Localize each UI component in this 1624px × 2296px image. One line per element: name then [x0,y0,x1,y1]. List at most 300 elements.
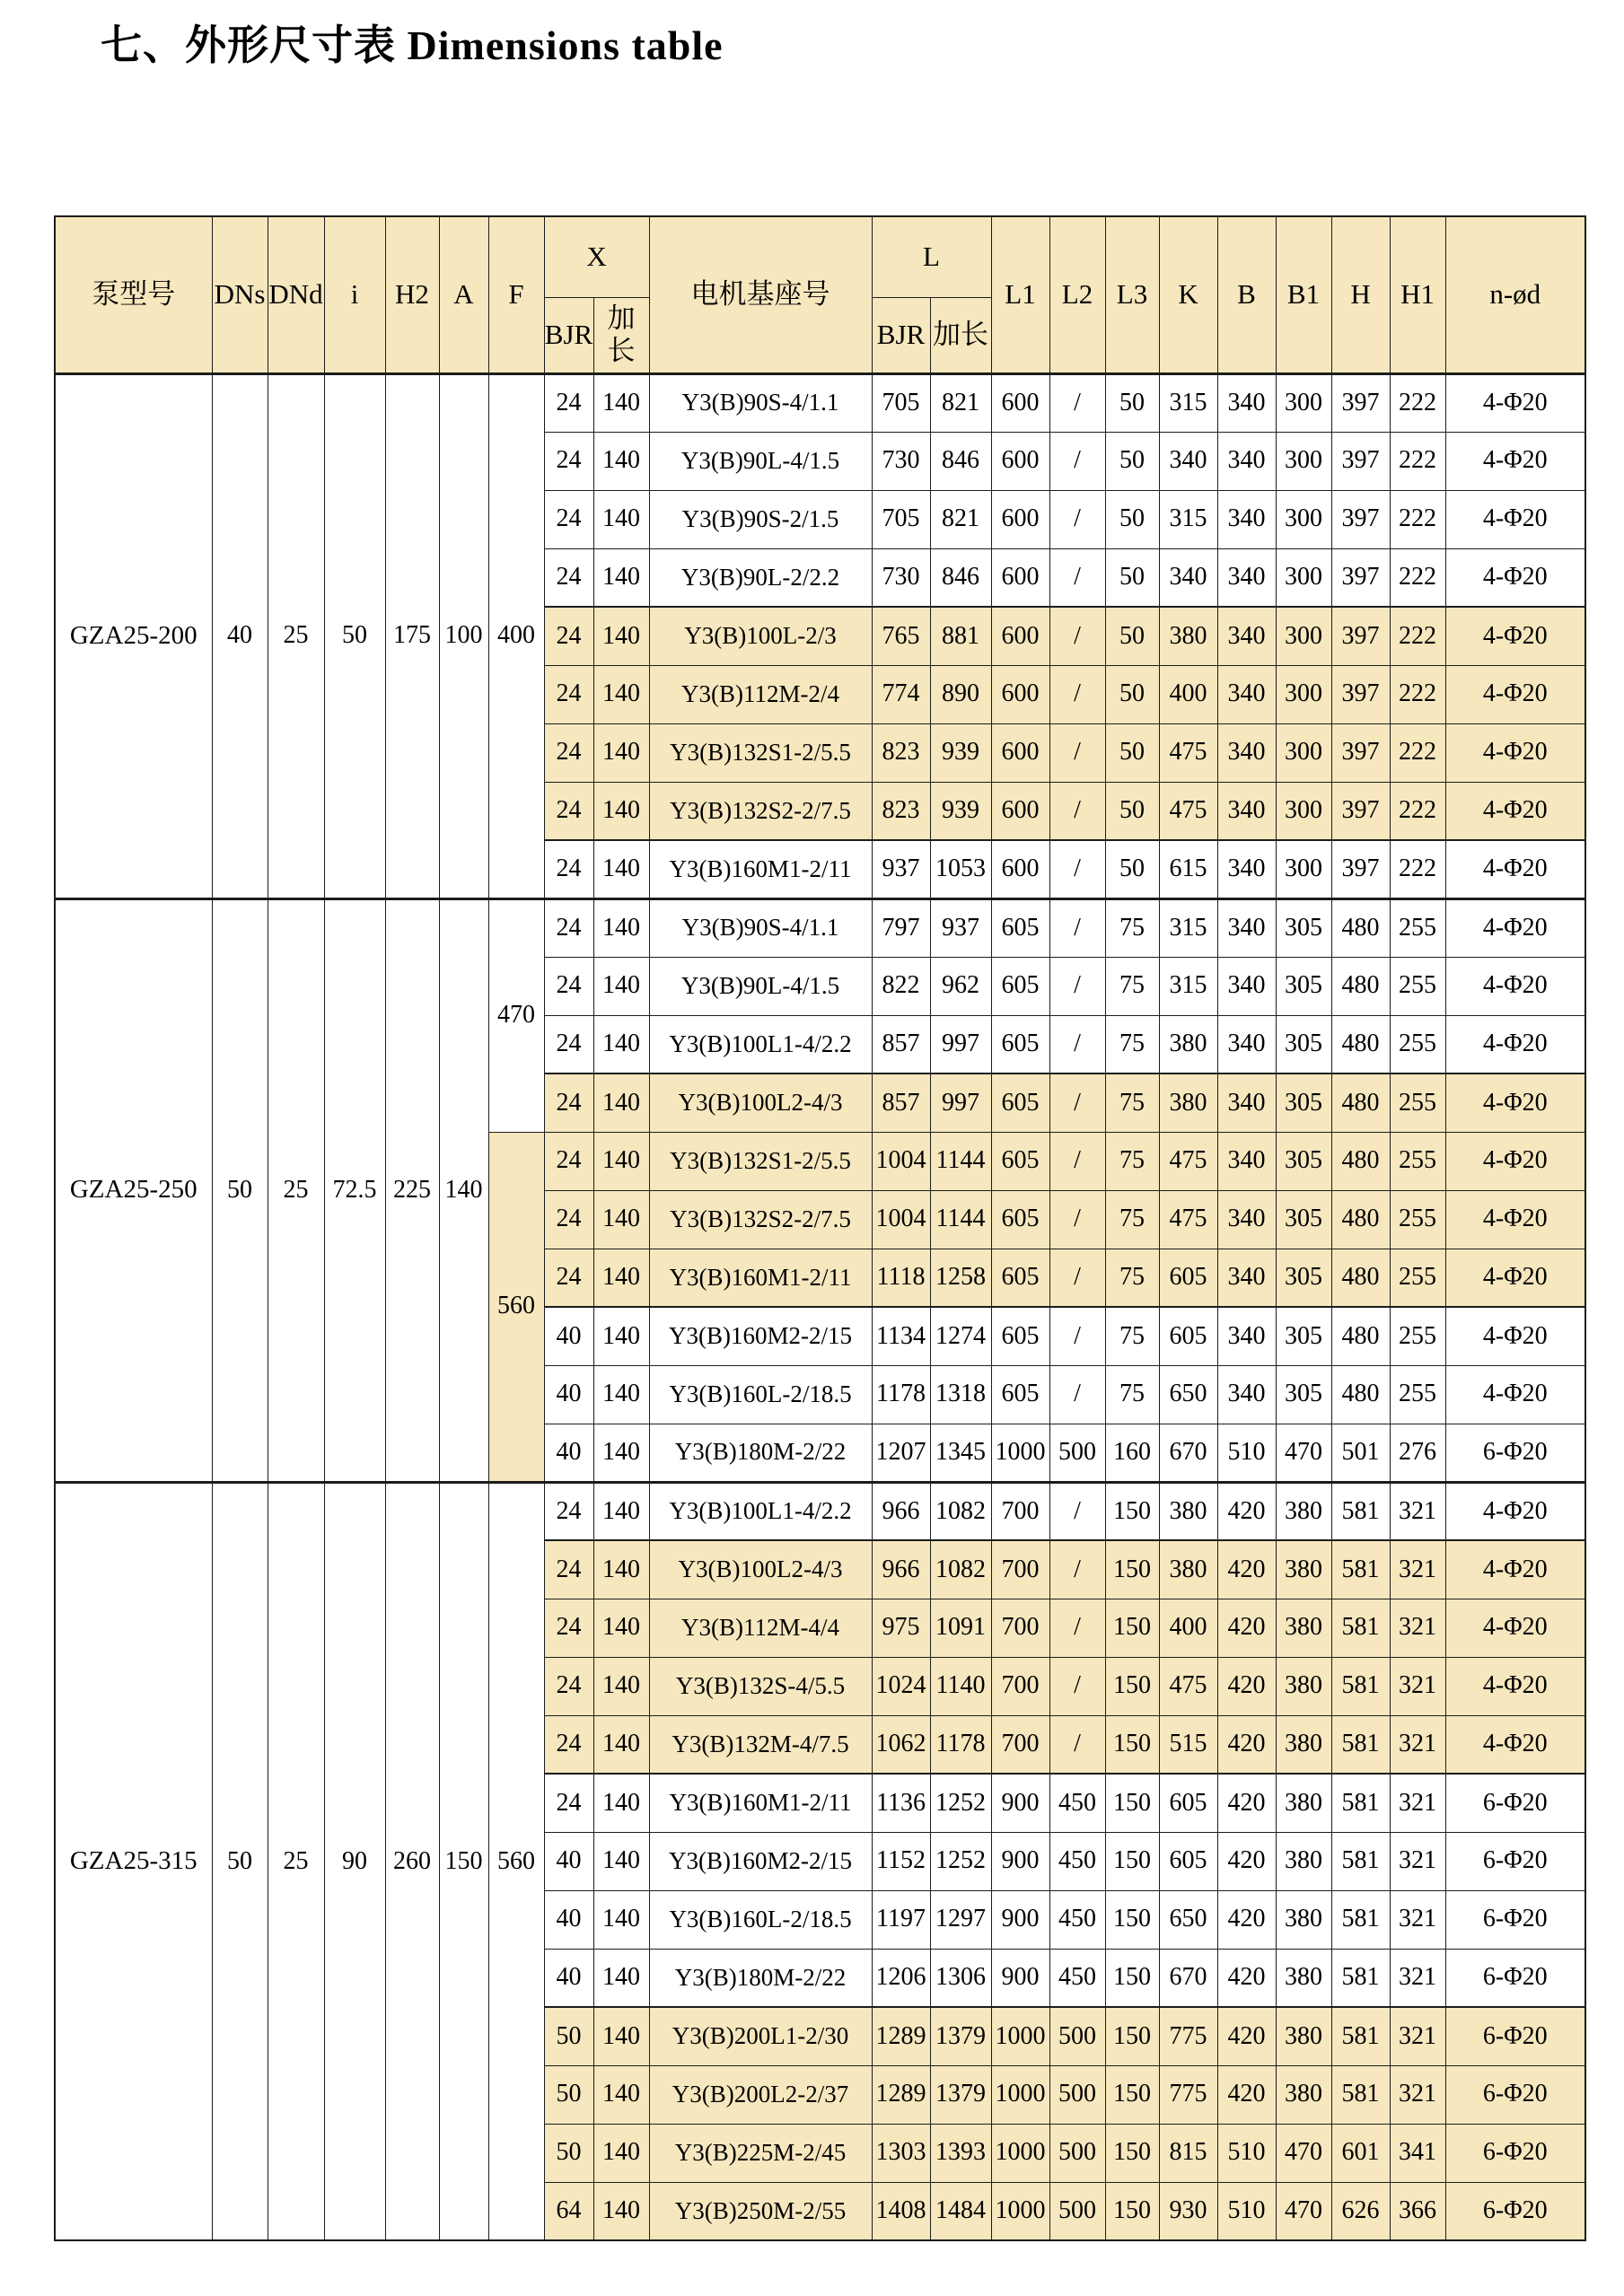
cell-b1: 380 [1276,1599,1331,1657]
cell-l1: 600 [991,782,1049,840]
header-dnd: DNd [268,216,324,373]
cell-x-ext: 140 [593,782,649,840]
cell-h: 581 [1331,1949,1390,2007]
cell-b: 340 [1217,1190,1276,1249]
cell-h: 626 [1331,2182,1390,2240]
cell-l1: 900 [991,1890,1049,1949]
cell-h: 581 [1331,1715,1390,1774]
cell-b: 420 [1217,1832,1276,1890]
cell-h1: 321 [1390,1599,1445,1657]
cell-k: 475 [1159,1132,1217,1190]
cell-l1: 900 [991,1832,1049,1890]
cell-l1: 700 [991,1599,1049,1657]
header-n-od: n-ød [1445,216,1585,373]
cell-l-ext: 890 [930,665,991,723]
cell-x-bjr: 24 [544,373,593,432]
cell-h1: 222 [1390,432,1445,490]
cell-x-bjr: 24 [544,1249,593,1307]
cell-n-od: 4-Φ20 [1445,607,1585,665]
cell-l1: 600 [991,723,1049,782]
cell-l-ext: 962 [930,957,991,1015]
cell-b1: 300 [1276,840,1331,898]
dimensions-table-body [55,373,1585,2240]
cell-b: 420 [1217,1774,1276,1832]
cell-l2: / [1049,782,1105,840]
cell-l2: 450 [1049,1949,1105,2007]
cell-l3: 150 [1105,1774,1159,1832]
cell-h: 397 [1331,723,1390,782]
cell-x-ext: 140 [593,1132,649,1190]
cell-x-ext: 140 [593,1657,649,1715]
header-h2: H2 [385,216,439,373]
cell-n-od: 4-Φ20 [1445,782,1585,840]
cell-k: 380 [1159,1540,1217,1599]
cell-k: 475 [1159,782,1217,840]
cell-x-ext: 140 [593,1424,649,1482]
cell-n-od: 6-Φ20 [1445,2182,1585,2240]
cell-l3: 150 [1105,1657,1159,1715]
cell-l-bjr: 966 [872,1540,930,1599]
cell-motor-base: Y3(B)132S2-2/7.5 [649,782,872,840]
cell-motor-base: Y3(B)90L-4/1.5 [649,957,872,1015]
cell-b: 420 [1217,2065,1276,2124]
cell-x-bjr: 40 [544,1424,593,1482]
cell-l3: 150 [1105,1540,1159,1599]
cell-l1: 600 [991,432,1049,490]
cell-x-ext: 140 [593,1599,649,1657]
cell-h: 397 [1331,665,1390,723]
cell-l3: 150 [1105,2182,1159,2240]
cell-motor-base: Y3(B)100L1-4/2.2 [649,1482,872,1540]
cell-l1: 605 [991,1074,1049,1132]
cell-l-ext: 937 [930,898,991,957]
cell-h1: 222 [1390,490,1445,548]
cell-h1: 321 [1390,1657,1445,1715]
cell-l2: / [1049,607,1105,665]
cell-l3: 50 [1105,782,1159,840]
cell-x-bjr: 24 [544,898,593,957]
cell-k: 340 [1159,548,1217,607]
cell-x-ext: 140 [593,2124,649,2182]
cell-l2: / [1049,1599,1105,1657]
cell-l-bjr: 966 [872,1482,930,1540]
header-motor-base: 电机基座号 [649,216,872,373]
cell-h1: 276 [1390,1424,1445,1482]
cell-b1: 300 [1276,665,1331,723]
cell-h1: 321 [1390,1715,1445,1774]
cell-l1: 605 [991,898,1049,957]
cell-k: 670 [1159,1424,1217,1482]
cell-n-od: 6-Φ20 [1445,1949,1585,2007]
cell-motor-base: Y3(B)90S-2/1.5 [649,490,872,548]
cell-motor-base: Y3(B)160M1-2/11 [649,840,872,898]
cell-h: 480 [1331,1365,1390,1424]
cell-x-bjr: 24 [544,548,593,607]
cell-l3: 75 [1105,1015,1159,1074]
cell-l-bjr: 1178 [872,1365,930,1424]
cell-n-od: 4-Φ20 [1445,1657,1585,1715]
cell-b1: 380 [1276,1715,1331,1774]
cell-n-od: 4-Φ20 [1445,1074,1585,1132]
cell-l3: 50 [1105,490,1159,548]
cell-n-od: 4-Φ20 [1445,1540,1585,1599]
cell-dns: 50 [212,898,268,1482]
cell-i: 50 [324,373,385,898]
cell-l-ext: 997 [930,1074,991,1132]
cell-l-ext: 1178 [930,1715,991,1774]
cell-l-ext: 821 [930,490,991,548]
cell-x-ext: 140 [593,1482,649,1540]
cell-f: 470 [488,898,544,1132]
cell-x-bjr: 24 [544,1657,593,1715]
cell-b: 420 [1217,1599,1276,1657]
cell-h: 480 [1331,1015,1390,1074]
cell-n-od: 4-Φ20 [1445,723,1585,782]
cell-l-bjr: 975 [872,1599,930,1657]
cell-h1: 321 [1390,2065,1445,2124]
cell-l-ext: 1379 [930,2007,991,2065]
cell-l-bjr: 1289 [872,2007,930,2065]
cell-l3: 75 [1105,1074,1159,1132]
table-row [55,373,1585,432]
cell-k: 475 [1159,1190,1217,1249]
header-row-1 [55,216,1585,297]
cell-k: 605 [1159,1307,1217,1365]
cell-h1: 222 [1390,665,1445,723]
cell-k: 615 [1159,840,1217,898]
cell-l3: 150 [1105,2065,1159,2124]
cell-motor-base: Y3(B)100L2-4/3 [649,1074,872,1132]
cell-b1: 305 [1276,1074,1331,1132]
cell-h1: 255 [1390,1365,1445,1424]
cell-b1: 300 [1276,607,1331,665]
cell-n-od: 4-Φ20 [1445,548,1585,607]
cell-x-ext: 140 [593,1832,649,1890]
cell-l2: / [1049,432,1105,490]
cell-l3: 150 [1105,1832,1159,1890]
cell-x-ext: 140 [593,432,649,490]
cell-x-ext: 140 [593,1540,649,1599]
cell-x-bjr: 50 [544,2124,593,2182]
cell-motor-base: Y3(B)225M-2/45 [649,2124,872,2182]
cell-l-ext: 939 [930,782,991,840]
header-l-ext: 加长 [930,297,991,373]
cell-l-bjr: 1152 [872,1832,930,1890]
cell-x-ext: 140 [593,665,649,723]
cell-h: 581 [1331,1774,1390,1832]
cell-motor-base: Y3(B)160M2-2/15 [649,1832,872,1890]
cell-l3: 150 [1105,1715,1159,1774]
cell-l3: 50 [1105,373,1159,432]
cell-b: 420 [1217,1657,1276,1715]
cell-l1: 600 [991,490,1049,548]
cell-k: 775 [1159,2007,1217,2065]
cell-x-ext: 140 [593,1365,649,1424]
cell-motor-base: Y3(B)132S2-2/7.5 [649,1190,872,1249]
cell-l-bjr: 705 [872,373,930,432]
cell-a: 100 [439,373,488,898]
cell-x-ext: 140 [593,373,649,432]
cell-l-ext: 1053 [930,840,991,898]
cell-l1: 605 [991,957,1049,1015]
header-l1: L1 [991,216,1049,373]
header-l: L [872,216,991,297]
cell-h: 480 [1331,1074,1390,1132]
cell-x-bjr: 24 [544,1015,593,1074]
cell-l1: 900 [991,1774,1049,1832]
cell-motor-base: Y3(B)160M1-2/11 [649,1249,872,1307]
cell-l-bjr: 822 [872,957,930,1015]
cell-l-bjr: 1004 [872,1132,930,1190]
cell-l3: 75 [1105,957,1159,1015]
cell-h1: 255 [1390,1307,1445,1365]
cell-b: 420 [1217,1949,1276,2007]
cell-b: 340 [1217,490,1276,548]
cell-b: 340 [1217,840,1276,898]
cell-h: 480 [1331,1249,1390,1307]
cell-l3: 75 [1105,1307,1159,1365]
cell-k: 380 [1159,1482,1217,1540]
cell-k: 670 [1159,1949,1217,2007]
header-x-ext: 加长 [593,297,649,373]
cell-b1: 305 [1276,1132,1331,1190]
header-b: B [1217,216,1276,373]
cell-b: 340 [1217,898,1276,957]
cell-motor-base: Y3(B)112M-4/4 [649,1599,872,1657]
cell-l1: 605 [991,1132,1049,1190]
cell-x-bjr: 24 [544,432,593,490]
cell-l1: 605 [991,1190,1049,1249]
cell-b: 340 [1217,1074,1276,1132]
cell-l3: 150 [1105,1482,1159,1540]
cell-h: 581 [1331,1832,1390,1890]
cell-b1: 380 [1276,1482,1331,1540]
cell-l2: / [1049,548,1105,607]
cell-n-od: 6-Φ20 [1445,1832,1585,1890]
cell-x-ext: 140 [593,548,649,607]
cell-k: 400 [1159,665,1217,723]
cell-dns: 50 [212,1482,268,2240]
header-k: K [1159,216,1217,373]
cell-k: 380 [1159,1074,1217,1132]
cell-x-bjr: 24 [544,1540,593,1599]
cell-x-bjr: 24 [544,1774,593,1832]
cell-l-ext: 939 [930,723,991,782]
cell-x-bjr: 24 [544,1599,593,1657]
cell-x-bjr: 24 [544,1715,593,1774]
cell-b: 340 [1217,607,1276,665]
cell-pump-model: GZA25-200 [55,373,212,898]
cell-l-ext: 1345 [930,1424,991,1482]
cell-x-bjr: 64 [544,2182,593,2240]
cell-b: 340 [1217,1307,1276,1365]
cell-k: 400 [1159,1599,1217,1657]
cell-motor-base: Y3(B)90S-4/1.1 [649,373,872,432]
cell-x-bjr: 24 [544,840,593,898]
cell-h1: 222 [1390,723,1445,782]
cell-l3: 50 [1105,607,1159,665]
cell-n-od: 6-Φ20 [1445,2007,1585,2065]
cell-b1: 300 [1276,782,1331,840]
cell-k: 515 [1159,1715,1217,1774]
cell-h1: 321 [1390,1482,1445,1540]
cell-l-ext: 1144 [930,1190,991,1249]
cell-motor-base: Y3(B)160M2-2/15 [649,1307,872,1365]
cell-n-od: 4-Φ20 [1445,490,1585,548]
cell-l2: / [1049,723,1105,782]
cell-l-bjr: 730 [872,432,930,490]
cell-l3: 75 [1105,1132,1159,1190]
cell-h1: 255 [1390,1015,1445,1074]
cell-l2: / [1049,1540,1105,1599]
cell-l-ext: 1274 [930,1307,991,1365]
cell-l-bjr: 1197 [872,1890,930,1949]
cell-h1: 222 [1390,840,1445,898]
cell-b1: 300 [1276,723,1331,782]
cell-l-bjr: 1207 [872,1424,930,1482]
cell-l2: 450 [1049,1832,1105,1890]
cell-motor-base: Y3(B)100L2-4/3 [649,1540,872,1599]
cell-b1: 380 [1276,1832,1331,1890]
cell-motor-base: Y3(B)90S-4/1.1 [649,898,872,957]
cell-b1: 305 [1276,1365,1331,1424]
cell-l1: 605 [991,1307,1049,1365]
cell-l3: 150 [1105,1949,1159,2007]
cell-x-bjr: 24 [544,490,593,548]
cell-l2: 500 [1049,1424,1105,1482]
header-h: H [1331,216,1390,373]
cell-x-ext: 140 [593,1890,649,1949]
cell-x-ext: 140 [593,898,649,957]
cell-h1: 321 [1390,1949,1445,2007]
cell-h: 480 [1331,957,1390,1015]
cell-k: 315 [1159,373,1217,432]
cell-h: 480 [1331,1190,1390,1249]
cell-b1: 380 [1276,2065,1331,2124]
cell-l2: / [1049,1657,1105,1715]
header-l3: L3 [1105,216,1159,373]
cell-l3: 50 [1105,548,1159,607]
cell-k: 650 [1159,1365,1217,1424]
cell-x-ext: 140 [593,1074,649,1132]
cell-l1: 600 [991,607,1049,665]
cell-i: 72.5 [324,898,385,1482]
cell-l2: 450 [1049,1890,1105,1949]
cell-l2: 450 [1049,1774,1105,1832]
cell-l3: 75 [1105,898,1159,957]
cell-l-bjr: 1303 [872,2124,930,2182]
cell-l2: / [1049,373,1105,432]
cell-h1: 222 [1390,373,1445,432]
cell-l1: 700 [991,1540,1049,1599]
cell-l-ext: 1252 [930,1774,991,1832]
cell-b: 340 [1217,432,1276,490]
dimensions-table [54,215,1586,2241]
cell-l2: 500 [1049,2124,1105,2182]
header-a: A [439,216,488,373]
cell-h2: 175 [385,373,439,898]
cell-f: 400 [488,373,544,898]
cell-b1: 380 [1276,2007,1331,2065]
cell-h1: 321 [1390,2007,1445,2065]
header-x-bjr: BJR [544,297,593,373]
cell-h1: 321 [1390,1774,1445,1832]
cell-b: 420 [1217,1482,1276,1540]
cell-l1: 600 [991,373,1049,432]
cell-motor-base: Y3(B)180M-2/22 [649,1949,872,2007]
cell-l1: 1000 [991,2065,1049,2124]
cell-l-bjr: 765 [872,607,930,665]
cell-l-bjr: 1136 [872,1774,930,1832]
cell-l3: 150 [1105,2124,1159,2182]
cell-x-ext: 140 [593,2065,649,2124]
cell-x-bjr: 24 [544,1132,593,1190]
cell-l-bjr: 823 [872,782,930,840]
cell-motor-base: Y3(B)200L1-2/30 [649,2007,872,2065]
cell-k: 475 [1159,723,1217,782]
cell-l1: 600 [991,840,1049,898]
cell-n-od: 4-Φ20 [1445,898,1585,957]
cell-l-ext: 1258 [930,1249,991,1307]
cell-b: 340 [1217,723,1276,782]
cell-b1: 470 [1276,1424,1331,1482]
cell-l2: / [1049,1015,1105,1074]
cell-pump-model: GZA25-250 [55,898,212,1482]
cell-l-ext: 1306 [930,1949,991,2007]
cell-h1: 321 [1390,1540,1445,1599]
cell-l-bjr: 1289 [872,2065,930,2124]
cell-l2: 500 [1049,2182,1105,2240]
header-l2: L2 [1049,216,1105,373]
cell-l-bjr: 1134 [872,1307,930,1365]
cell-dns: 40 [212,373,268,898]
cell-motor-base: Y3(B)180M-2/22 [649,1424,872,1482]
cell-n-od: 6-Φ20 [1445,2124,1585,2182]
cell-l3: 150 [1105,1890,1159,1949]
cell-k: 930 [1159,2182,1217,2240]
cell-l-ext: 846 [930,548,991,607]
cell-l2: / [1049,898,1105,957]
cell-x-ext: 140 [593,1190,649,1249]
cell-motor-base: Y3(B)160L-2/18.5 [649,1890,872,1949]
cell-l-bjr: 857 [872,1015,930,1074]
cell-h1: 321 [1390,1832,1445,1890]
cell-l-ext: 1144 [930,1132,991,1190]
cell-h1: 255 [1390,957,1445,1015]
cell-b1: 380 [1276,1657,1331,1715]
cell-x-ext: 140 [593,1949,649,2007]
table-header [55,216,1585,373]
cell-h: 397 [1331,432,1390,490]
table-row [55,1482,1585,1540]
cell-l2: 500 [1049,2007,1105,2065]
cell-l1: 700 [991,1657,1049,1715]
cell-dnd: 25 [268,373,324,898]
cell-l-ext: 997 [930,1015,991,1074]
cell-l-ext: 846 [930,432,991,490]
cell-l1: 600 [991,665,1049,723]
cell-l2: 500 [1049,2065,1105,2124]
header-b1: B1 [1276,216,1331,373]
cell-x-ext: 140 [593,1715,649,1774]
cell-n-od: 4-Φ20 [1445,1715,1585,1774]
cell-l3: 50 [1105,723,1159,782]
page-title: 七、外形尺寸表 Dimensions table [101,22,724,68]
cell-i: 90 [324,1482,385,2240]
cell-k: 815 [1159,2124,1217,2182]
cell-h: 581 [1331,1599,1390,1657]
cell-h: 397 [1331,840,1390,898]
